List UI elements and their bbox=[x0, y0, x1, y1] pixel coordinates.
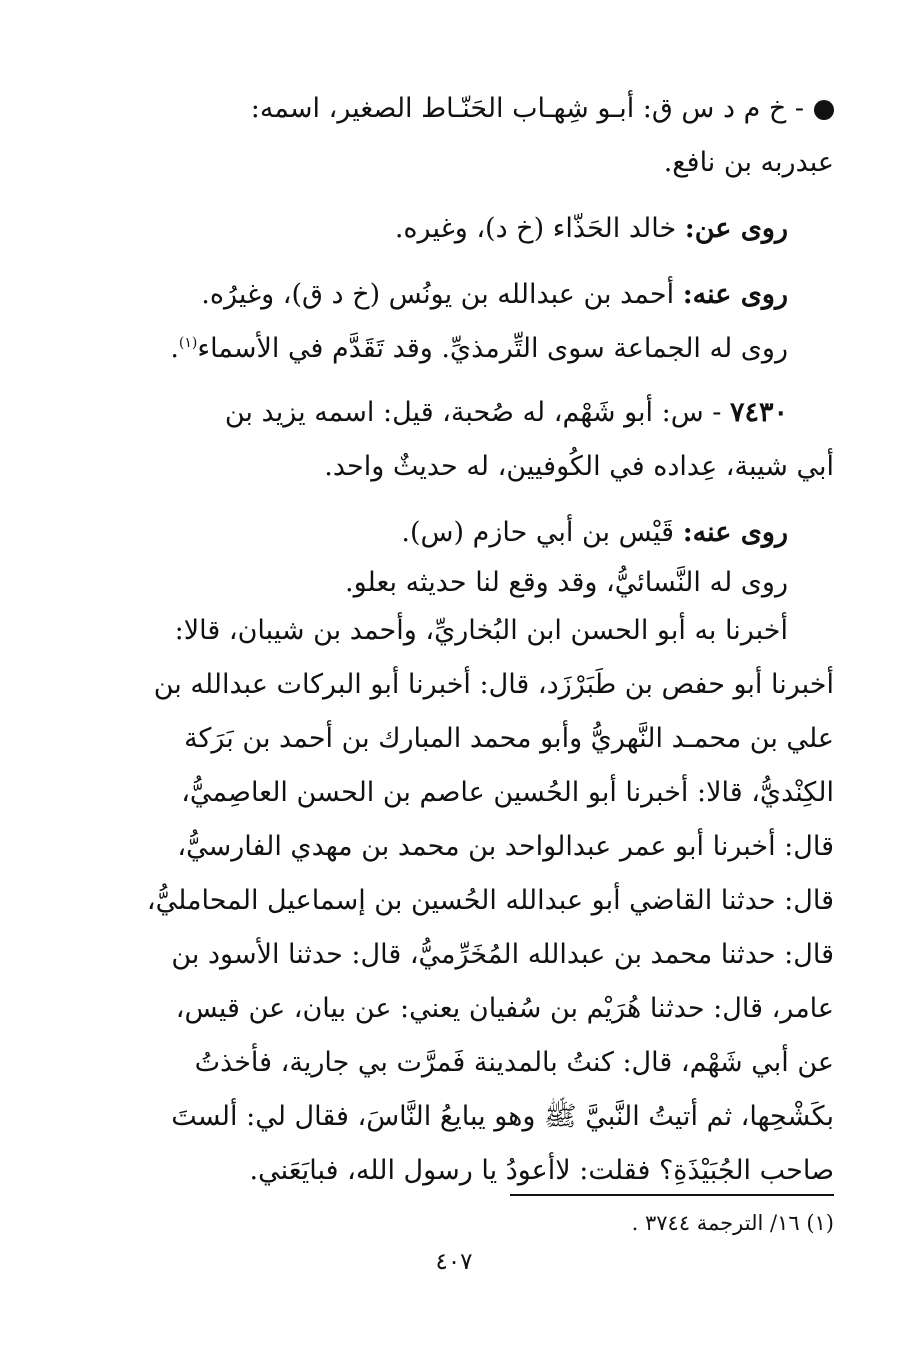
hadith-line: عن أبي شَهْم، قال: كنتُ بالمدينة فَمرَّت بي جارية، فأخذتُ bbox=[194, 1047, 834, 1078]
page-number: ٤٠٧ bbox=[435, 1249, 473, 1275]
entry-7430-narrated-by bbox=[136, 506, 834, 560]
hadith-line: صاحب الجُبَيْذَةِ؟ فقلت: لاأعودُ يا رسول الله، فبايَعَني. bbox=[249, 1155, 834, 1186]
entry-bullet bbox=[136, 82, 834, 190]
entry-7430-line2: أبي شيبة، عِداده في الكُوفيين، له حديثٌ واحد. bbox=[324, 451, 834, 482]
entry-7430-number: ٧٤٣٠ bbox=[729, 397, 788, 428]
narrated-by-line2-end: . bbox=[170, 333, 179, 364]
narrated-by-label: روى عنه: bbox=[682, 279, 788, 310]
narrated-from-text: خالد الحَذّاء (خ د)، وغيره. bbox=[394, 213, 677, 244]
hadith-line: الكِنْديُّ، قالا: أخبرنا أبو الحُسين عاصم بن الحسن العاصِميُّ، bbox=[181, 777, 834, 808]
entry-bullet-line1: - خ م د س ق: أبـو شِهـاب الحَنّـاط الصغير، اسمه: bbox=[250, 93, 804, 124]
footnote-ref: (١) bbox=[178, 335, 198, 351]
bullet-icon bbox=[814, 100, 834, 120]
narrated-by-text: أحمد بن عبدالله بن يونُس (خ د ق)، وغيرُه. bbox=[201, 279, 675, 310]
hadith-line: بكَشْحِها، ثم أتيتُ النَّبيَّ ﷺ وهو يبايعُ النَّاسَ، فقال لي: ألستَ bbox=[171, 1101, 834, 1132]
footnote-divider bbox=[510, 1194, 834, 1196]
hadith-line: قال: أخبرنا أبو عمر عبدالواحد بن محمد بن مهدي الفارسيُّ، bbox=[177, 831, 834, 862]
narrated-by bbox=[136, 268, 834, 376]
hadith-line: أخبرنا أبو حفص بن طَبَرْزَد، قال: أخبرنا أبو البركات عبدالله بن bbox=[153, 669, 834, 700]
narrated-from bbox=[136, 202, 834, 256]
narrated-by-line2: روى له الجماعة سوى التِّرمذيِّ. وقد تَقَدَّم في الأسماء bbox=[197, 333, 788, 364]
footnote: (١) ١٦/ الترجمة ٣٧٤٤ . bbox=[631, 1211, 834, 1235]
hadith-line: قال: حدثنا محمد بن عبدالله المُخَرِّميُّ، قال: حدثنا الأسود بن bbox=[171, 939, 834, 970]
hadith-line: أخبرنا به أبو الحسن ابن البُخاريِّ، وأحمد بن شيبان، قالا: bbox=[174, 615, 788, 646]
entry-7430-nasai bbox=[136, 556, 834, 610]
hadith-line: علي بن محمـد النَّهريُّ وأبو محمد المبارك بن أحمد بن بَرَكة bbox=[184, 723, 834, 754]
hadith-block bbox=[136, 604, 834, 1198]
entry-7430-narrated-by-label: روى عنه: bbox=[682, 517, 788, 548]
entry-7430 bbox=[136, 386, 834, 440]
hadith-line: عامر، قال: حدثنا هُرَيْم بن سُفيان يعني: عن بيان، عن قيس، bbox=[175, 993, 834, 1024]
entry-7430-nasai-text: روى له النَّسائيُّ، وقد وقع لنا حديثه بعلو. bbox=[345, 567, 788, 598]
entry-7430-line1: - س: أبو شَهْم، له صُحبة، قيل: اسمه يزيد بن bbox=[224, 397, 722, 428]
narrated-from-label: روى عن: bbox=[684, 213, 788, 244]
entry-bullet-line2: عبدربه بن نافع. bbox=[663, 147, 834, 178]
hadith-line: قال: حدثنا القاضي أبو عبدالله الحُسين بن إسماعيل المحامليُّ، bbox=[146, 885, 834, 916]
entry-7430-continued bbox=[136, 440, 834, 494]
entry-7430-narrated-by-text: قَيْس بن أبي حازم (س). bbox=[401, 517, 675, 548]
